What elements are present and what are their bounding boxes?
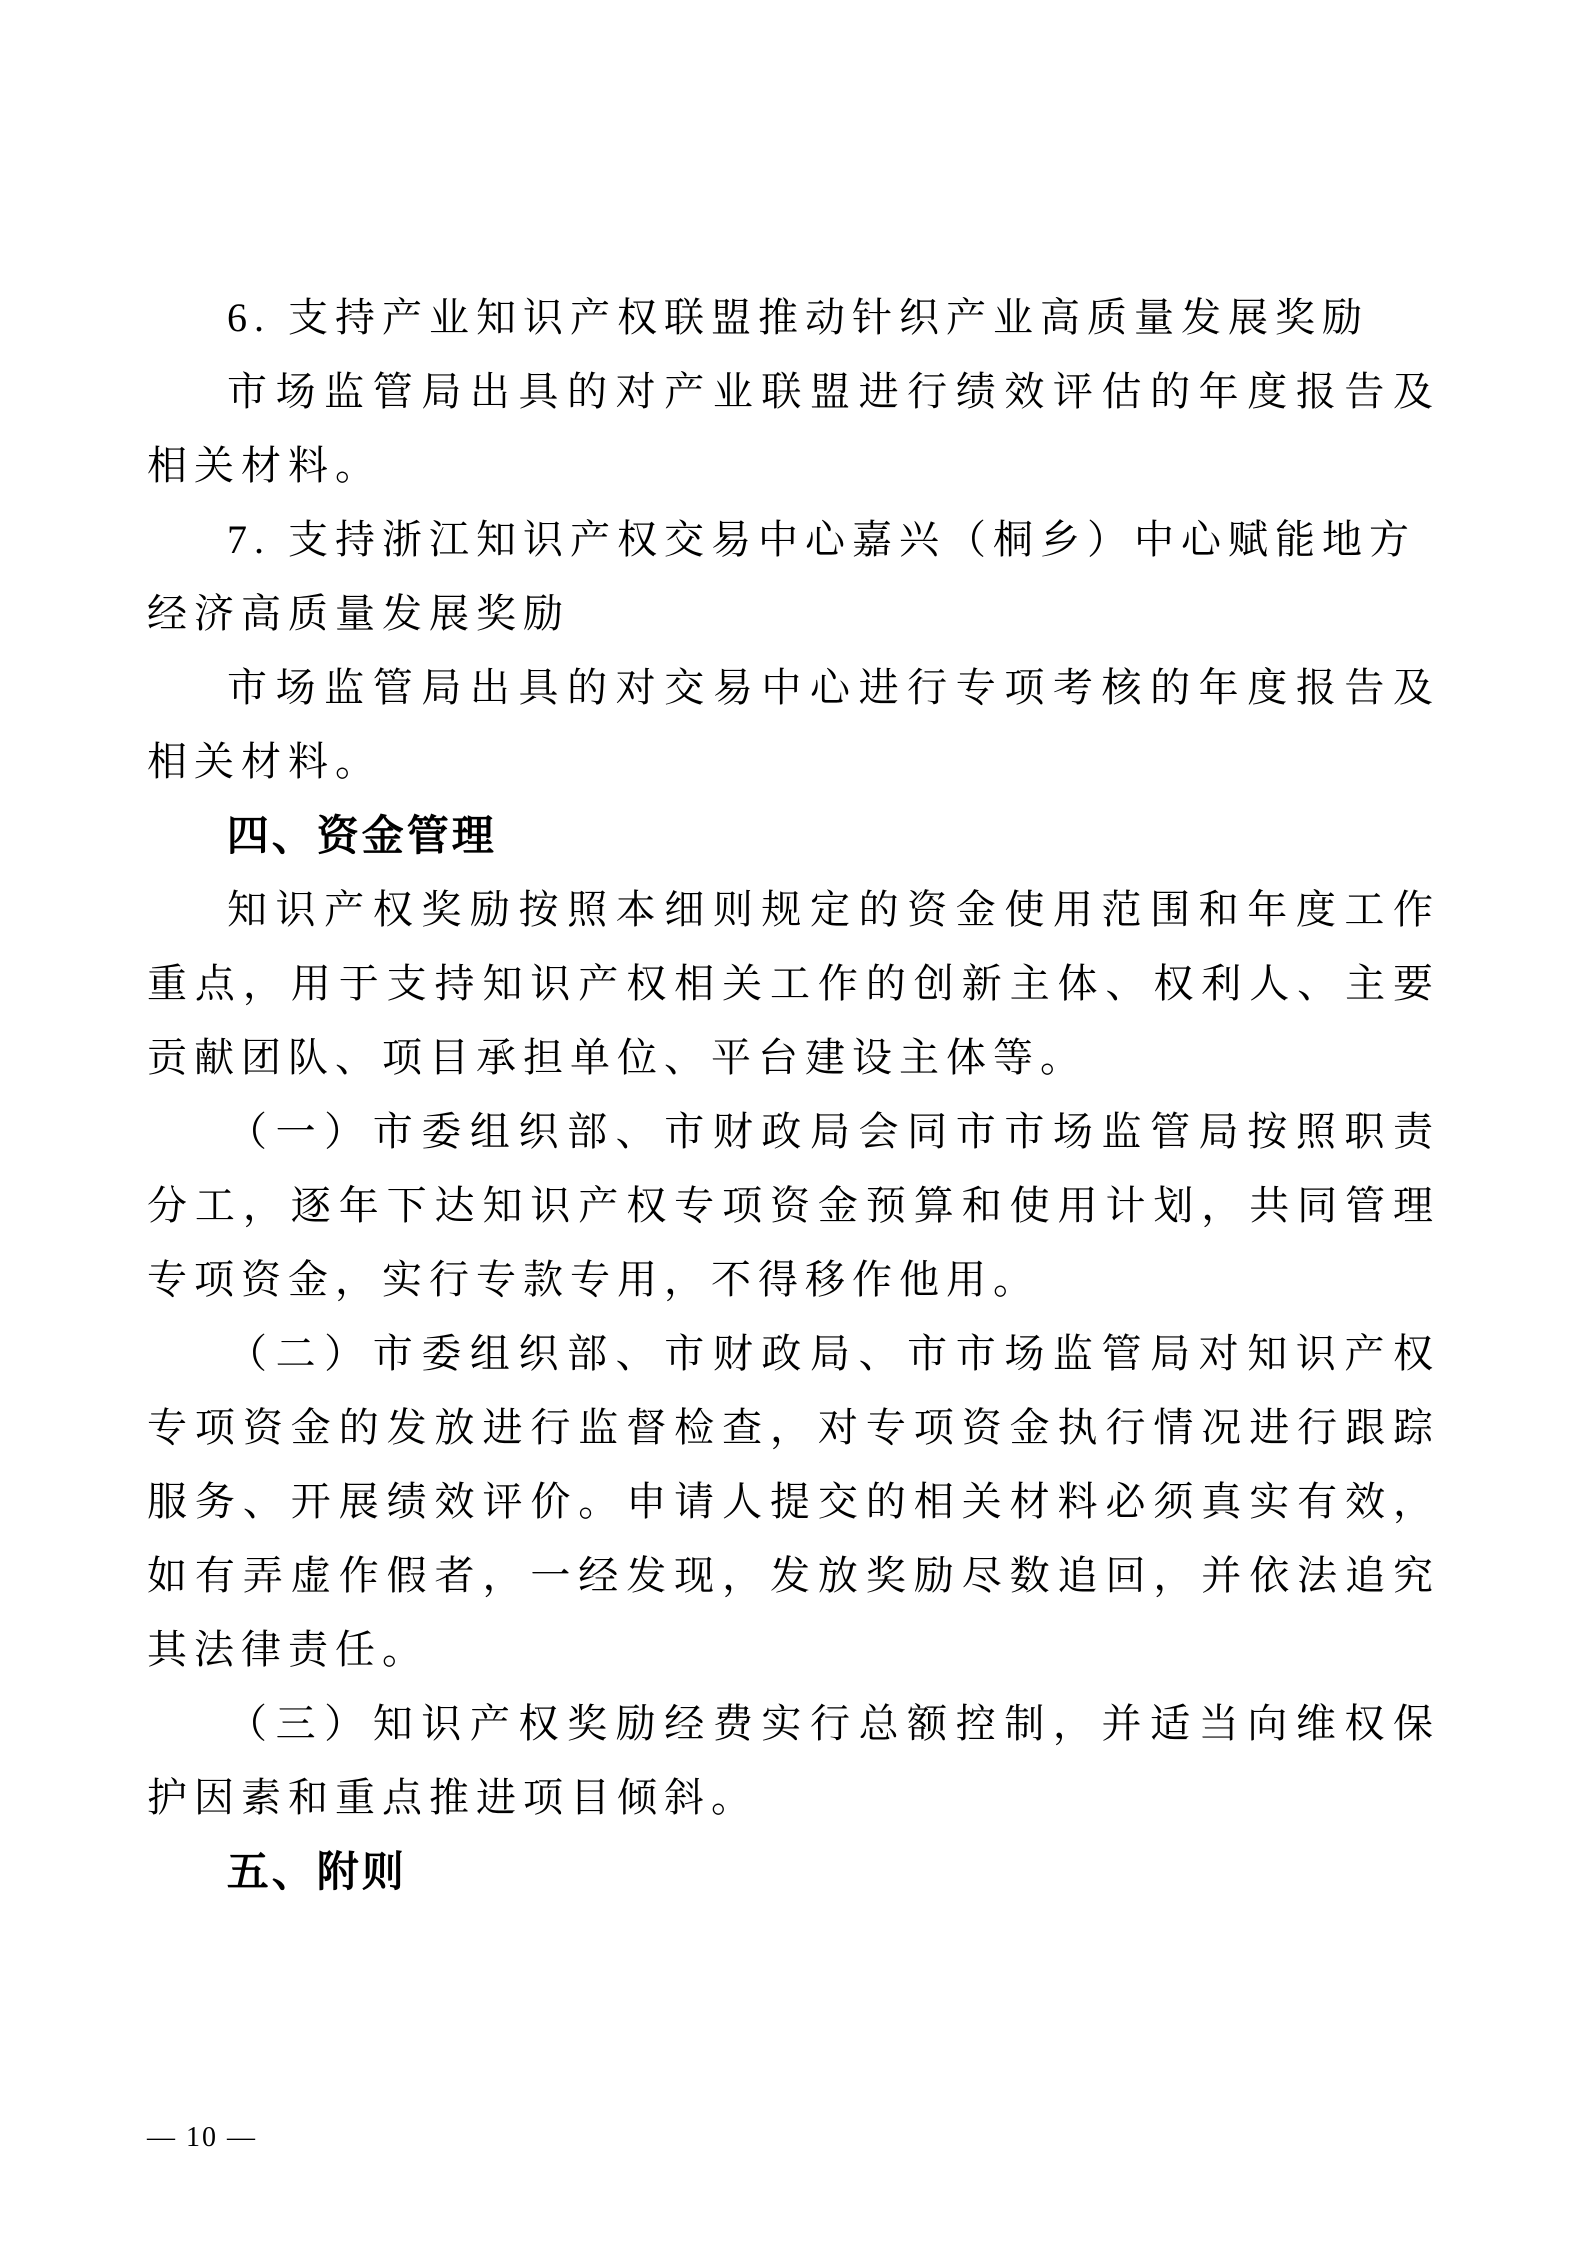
paragraph: 市场监管局出具的对交易中心进行专项考核的年度报告及相关材料。 — [147, 665, 1440, 784]
section-heading: 五、附则 — [226, 1848, 407, 1895]
paragraph: （三）知识产权奖励经费实行总额控制，并适当向维权保护因素和重点推进项目倾斜。 — [147, 1701, 1440, 1820]
paragraph: 知识产权奖励按照本细则规定的资金使用范围和年度工作重点，用于支持知识产权相关工作的创新主体、权利人、主要贡献团队、项目承担单位、平台建设主体等。 — [147, 887, 1440, 1080]
section-heading: 四、资金管理 — [226, 812, 497, 859]
paragraph: （一）市委组织部、市财政局会同市市场监管局按照职责分工，逐年下达知识产权专项资金预算和使用计划，共同管理专项资金，实行专款专用，不得移作他用。 — [147, 1109, 1440, 1302]
document-body — [147, 281, 1440, 1909]
paragraph: 市场监管局出具的对产业联盟进行绩效评估的年度报告及相关材料。 — [147, 369, 1440, 488]
page-number: — 10 — — [147, 2122, 257, 2153]
paragraph: （二）市委组织部、市财政局、市市场监管局对知识产权专项资金的发放进行监督检查，对专项资金执行情况进行跟踪服务、开展绩效评价。申请人提交的相关材料必须真实有效，如有弄虚作假者，一经发现，发放奖励尽数追回，并依法追究其法律责任。 — [147, 1331, 1440, 1672]
numbered-item: 6. 支持产业知识产权联盟推动针织产业高质量发展奖励 — [227, 295, 1369, 340]
numbered-item: 7. 支持浙江知识产权交易中心嘉兴（桐乡）中心赋能地方经济高质量发展奖励 — [147, 517, 1416, 636]
